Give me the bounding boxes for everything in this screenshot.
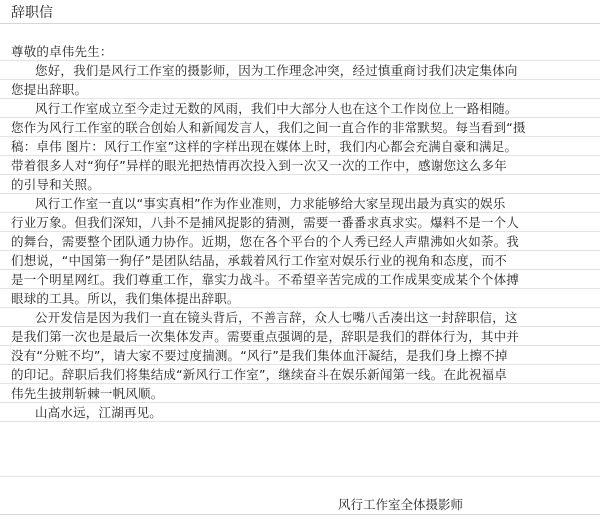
- letter-line: 风行工作室成立至今走过无数的风雨，我们中大部分人也在这个工作岗位上一路相随。: [0, 99, 600, 118]
- letter-line: 眼球的工具。所以，我们集体提出辞职。: [0, 289, 600, 308]
- letter-line: 您好，我们是风行工作室的摄影师，因为工作理念冲突，经过慎重商讨我们决定集体向: [0, 61, 600, 80]
- letter-line: 公开发信是因为我们一直在镜头背后，不善言辞，众人七嘴八舌凑出这一封辞职信，这: [0, 308, 600, 327]
- letter-line: 您作为风行工作室的联合创始人和新闻发言人，我们之间一直合作的非常默契。每当看到“摄: [0, 118, 600, 137]
- letter-line: 们想说，“中国第一狗仔”是团队结晶，承载着风行工作室对娱乐行业的视角和态度，而不: [0, 251, 600, 270]
- letter-body: [0, 42, 600, 422]
- letter-line: 是我们第一次也是最后一次集体发声。需要重点强调的是，辞职是我们的群体行为，其中并: [0, 327, 600, 346]
- letter-title: 辞职信: [0, 2, 600, 24]
- letter-line: 没有“分赃不均”，请大家不要过度揣测。“风行”是我们集体血汗凝结，是我们身上擦不掉: [0, 346, 600, 365]
- letter-line: 是一个明星网红。我们尊重工作，靠实力战斗。不希望辛苦完成的工作成果变成某个个体搏: [0, 270, 600, 289]
- closing-line: 山高水远，江湖再见。: [0, 403, 600, 422]
- letter-line: 的引导和关照。: [0, 175, 600, 194]
- letter-line: 的舞台，需要整个团队通力协作。近期，您在各个平台的个人秀已经人声鼎沸如火如荼。我: [0, 232, 600, 251]
- signature-row: [0, 495, 600, 515]
- salutation: 尊敬的卓伟先生：: [0, 42, 600, 61]
- letter-line: 风行工作室一直以“事实真相”作为作业准则，力求能够给大家呈现出最为真实的娱乐: [0, 194, 600, 213]
- letter-line: 带着很多人对“狗仔”异样的眼光把热情再次投入到一次又一次的工作中，感谢您这么多年: [0, 156, 600, 175]
- letter-line: 的印记。辞职后我们将集结成“新风行工作室”，继续奋斗在娱乐新闻第一线。在此祝福卓: [0, 365, 600, 384]
- letter-line: 行业万象。但我们深知，八卦不是捕风捉影的猜测，需要一番番求真求实。爆料不是一个人: [0, 213, 600, 232]
- letter-line: 伟先生披荆斩棘一帆风顺。: [0, 384, 600, 403]
- letter-line: 您提出辞职。: [0, 80, 600, 99]
- letter-line: 稿：卓伟 图片：风行工作室”这样的字样出现在媒体上时，我们内心都会充满自豪和满足。: [0, 137, 600, 156]
- signature: 风行工作室全体摄影师: [338, 497, 464, 512]
- divider: [0, 476, 600, 477]
